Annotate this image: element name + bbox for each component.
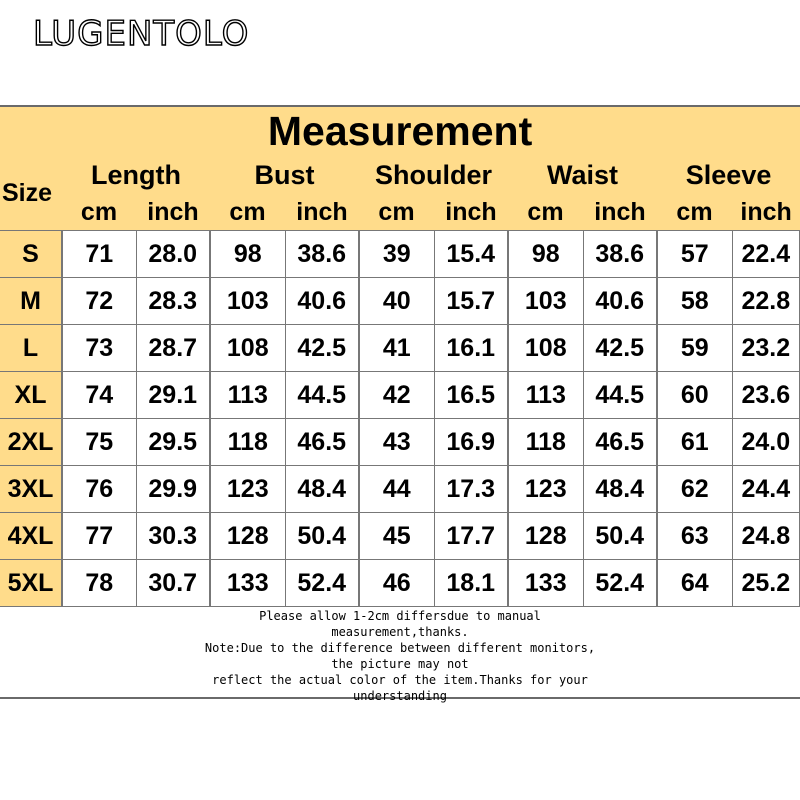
brand-logo: LUGENTOLO	[33, 14, 250, 54]
sleeve-cm-cell: 64	[657, 560, 732, 607]
waist-cm-cell: 113	[508, 372, 583, 419]
length-group-header: Length	[62, 156, 210, 194]
shoulder-group-header: Shoulder	[359, 156, 508, 194]
length-cm-header: cm	[62, 194, 136, 231]
bust-cm-cell: 103	[210, 278, 285, 325]
length-cm-cell: 72	[62, 278, 136, 325]
note-line: understanding	[353, 689, 447, 703]
shoulder-cm-cell: 46	[359, 560, 434, 607]
bust-cm-cell: 118	[210, 419, 285, 466]
waist-inch-cell: 44.5	[583, 372, 657, 419]
shoulder-cm-cell: 39	[359, 231, 434, 278]
length-cm-cell: 76	[62, 466, 136, 513]
bust-inch-cell: 40.6	[285, 278, 359, 325]
shoulder-inch-header: inch	[434, 194, 508, 231]
waist-cm-cell: 98	[508, 231, 583, 278]
table-row	[0, 325, 800, 372]
size-cell: XL	[0, 372, 62, 419]
size-cell: 5XL	[0, 560, 62, 607]
waist-inch-header: inch	[583, 194, 657, 231]
shoulder-cm-header: cm	[359, 194, 434, 231]
waist-cm-cell: 103	[508, 278, 583, 325]
bust-inch-cell: 38.6	[285, 231, 359, 278]
sleeve-cm-cell: 59	[657, 325, 732, 372]
length-inch-cell: 29.9	[136, 466, 210, 513]
sleeve-inch-cell: 25.2	[732, 560, 800, 607]
measurement-table	[0, 105, 800, 607]
measurement-note	[0, 606, 800, 703]
shoulder-cm-cell: 43	[359, 419, 434, 466]
length-inch-cell: 28.3	[136, 278, 210, 325]
sleeve-inch-cell: 22.8	[732, 278, 800, 325]
shoulder-cm-cell: 45	[359, 513, 434, 560]
bust-cm-header: cm	[210, 194, 285, 231]
length-cm-cell: 74	[62, 372, 136, 419]
table-title: Measurement	[0, 106, 800, 156]
note-line: the picture may not	[331, 657, 469, 671]
waist-inch-cell: 50.4	[583, 513, 657, 560]
bust-inch-cell: 46.5	[285, 419, 359, 466]
bust-inch-cell: 52.4	[285, 560, 359, 607]
measurement-rows	[0, 231, 800, 607]
length-cm-cell: 78	[62, 560, 136, 607]
sleeve-inch-header: inch	[732, 194, 800, 231]
sleeve-cm-cell: 61	[657, 419, 732, 466]
length-cm-cell: 73	[62, 325, 136, 372]
sleeve-cm-cell: 62	[657, 466, 732, 513]
sleeve-cm-cell: 58	[657, 278, 732, 325]
sleeve-inch-cell: 24.4	[732, 466, 800, 513]
waist-inch-cell: 42.5	[583, 325, 657, 372]
bust-inch-cell: 44.5	[285, 372, 359, 419]
waist-inch-cell: 40.6	[583, 278, 657, 325]
waist-cm-cell: 118	[508, 419, 583, 466]
waist-group-header: Waist	[508, 156, 657, 194]
note-line: Please allow 1-2cm differsdue to manual	[259, 609, 541, 623]
table-row	[0, 419, 800, 466]
waist-cm-cell: 108	[508, 325, 583, 372]
length-inch-header: inch	[136, 194, 210, 231]
bust-inch-cell: 50.4	[285, 513, 359, 560]
shoulder-inch-cell: 17.3	[434, 466, 508, 513]
waist-cm-cell: 128	[508, 513, 583, 560]
sleeve-cm-cell: 57	[657, 231, 732, 278]
size-cell: S	[0, 231, 62, 278]
sleeve-inch-cell: 23.6	[732, 372, 800, 419]
size-cell: M	[0, 278, 62, 325]
length-cm-cell: 75	[62, 419, 136, 466]
bust-inch-header: inch	[285, 194, 359, 231]
waist-cm-cell: 123	[508, 466, 583, 513]
waist-inch-cell: 38.6	[583, 231, 657, 278]
bust-cm-cell: 108	[210, 325, 285, 372]
sleeve-cm-header: cm	[657, 194, 732, 231]
length-inch-cell: 30.7	[136, 560, 210, 607]
shoulder-cm-cell: 44	[359, 466, 434, 513]
length-cm-cell: 71	[62, 231, 136, 278]
bust-cm-cell: 133	[210, 560, 285, 607]
length-inch-cell: 30.3	[136, 513, 210, 560]
length-inch-cell: 29.1	[136, 372, 210, 419]
bust-inch-cell: 48.4	[285, 466, 359, 513]
table-row	[0, 560, 800, 607]
sleeve-inch-cell: 24.8	[732, 513, 800, 560]
bust-cm-cell: 123	[210, 466, 285, 513]
size-cell: 2XL	[0, 419, 62, 466]
size-cell: 3XL	[0, 466, 62, 513]
waist-inch-cell: 46.5	[583, 419, 657, 466]
size-column-header: Size	[0, 156, 62, 231]
bust-cm-cell: 113	[210, 372, 285, 419]
bust-cm-cell: 128	[210, 513, 285, 560]
table-row	[0, 278, 800, 325]
shoulder-inch-cell: 15.7	[434, 278, 508, 325]
sleeve-cm-cell: 63	[657, 513, 732, 560]
length-inch-cell: 29.5	[136, 419, 210, 466]
waist-cm-cell: 133	[508, 560, 583, 607]
sleeve-group-header: Sleeve	[657, 156, 800, 194]
shoulder-cm-cell: 42	[359, 372, 434, 419]
size-chart	[0, 105, 800, 703]
bust-group-header: Bust	[210, 156, 359, 194]
note-line: Note:Due to the difference between different monitors,	[204, 641, 596, 655]
length-inch-cell: 28.7	[136, 325, 210, 372]
bust-cm-cell: 98	[210, 231, 285, 278]
table-row	[0, 372, 800, 419]
sleeve-inch-cell: 23.2	[732, 325, 800, 372]
shoulder-inch-cell: 16.5	[434, 372, 508, 419]
shoulder-inch-cell: 16.1	[434, 325, 508, 372]
table-row	[0, 231, 800, 278]
size-cell: 4XL	[0, 513, 62, 560]
waist-cm-header: cm	[508, 194, 583, 231]
table-row	[0, 513, 800, 560]
shoulder-cm-cell: 41	[359, 325, 434, 372]
shoulder-inch-cell: 15.4	[434, 231, 508, 278]
waist-inch-cell: 48.4	[583, 466, 657, 513]
length-cm-cell: 77	[62, 513, 136, 560]
size-cell: L	[0, 325, 62, 372]
shoulder-inch-cell: 18.1	[434, 560, 508, 607]
length-inch-cell: 28.0	[136, 231, 210, 278]
waist-inch-cell: 52.4	[583, 560, 657, 607]
note-line: reflect the actual color of the item.Thanks for your	[212, 673, 588, 687]
bust-inch-cell: 42.5	[285, 325, 359, 372]
sleeve-inch-cell: 24.0	[732, 419, 800, 466]
shoulder-inch-cell: 16.9	[434, 419, 508, 466]
shoulder-cm-cell: 40	[359, 278, 434, 325]
note-line: measurement,thanks.	[331, 625, 469, 639]
sleeve-inch-cell: 22.4	[732, 231, 800, 278]
shoulder-inch-cell: 17.7	[434, 513, 508, 560]
sleeve-cm-cell: 60	[657, 372, 732, 419]
table-row	[0, 466, 800, 513]
